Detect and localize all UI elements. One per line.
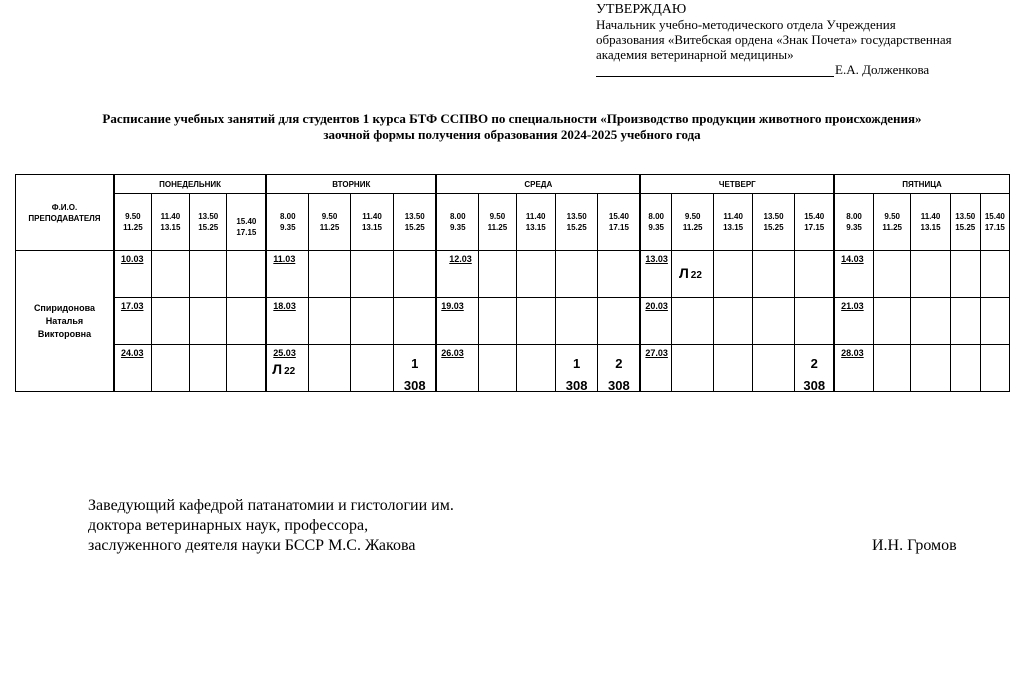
date-label: 19.03 xyxy=(441,301,464,311)
approval-line-2: образования «Витебская ордена «Знак Почета» государственная xyxy=(596,32,952,47)
time-slot: 9.50 11.25 xyxy=(671,194,713,251)
schedule-cell xyxy=(350,345,394,392)
schedule-cell xyxy=(834,251,873,298)
seminar-mark: 1 308 xyxy=(565,356,588,393)
time-slot: 8.00 9.35 xyxy=(266,194,308,251)
schedule-cell xyxy=(980,298,1009,345)
schedule-cell xyxy=(114,345,151,392)
day-header-tuesday: ВТОРНИК xyxy=(266,175,436,194)
schedule-cell xyxy=(266,298,308,345)
schedule-cell xyxy=(555,251,597,298)
schedule-cell xyxy=(598,251,641,298)
seminar-mark: 2 308 xyxy=(608,356,630,393)
schedule-table xyxy=(15,174,1010,392)
date-label: 28.03 xyxy=(841,348,864,358)
schedule-cell xyxy=(436,298,478,345)
schedule-cell xyxy=(671,298,713,345)
times-header-row xyxy=(16,194,1010,251)
schedule-cell xyxy=(640,251,671,298)
schedule-cell xyxy=(190,345,227,392)
date-label: 18.03 xyxy=(273,301,296,311)
schedule-cell xyxy=(309,251,350,298)
schedule-cell xyxy=(227,298,266,345)
footer-line-1: Заведующий кафедрой патанатомии и гистологии им. xyxy=(88,497,454,514)
schedule-cell xyxy=(266,345,308,392)
time-slot: 9.50 11.25 xyxy=(874,194,911,251)
schedule-cell xyxy=(516,251,555,298)
time-slot: 11.40 13.15 xyxy=(911,194,950,251)
lecture-mark: Л 22 xyxy=(272,361,296,377)
time-slot: 13.50 15.25 xyxy=(752,194,794,251)
schedule-cell xyxy=(834,298,873,345)
schedule-cell xyxy=(874,345,911,392)
schedule-cell xyxy=(950,345,980,392)
approval-line-3: академия ветеринарной медицины» xyxy=(596,47,794,62)
time-slot: 8.00 9.35 xyxy=(640,194,671,251)
document-title xyxy=(0,111,1024,143)
schedule-cell xyxy=(950,298,980,345)
schedule-cell xyxy=(640,345,671,392)
schedule-cell xyxy=(671,345,713,392)
time-slot: 8.00 9.35 xyxy=(436,194,478,251)
schedule-cell xyxy=(436,251,478,298)
time-slot: 15.40 17.15 xyxy=(598,194,641,251)
date-label: 26.03 xyxy=(441,348,464,358)
schedule-cell xyxy=(714,251,752,298)
week-row xyxy=(16,345,1010,392)
schedule-cell xyxy=(151,345,189,392)
time-slot: 11.40 13.15 xyxy=(151,194,189,251)
time-slot: 8.00 9.35 xyxy=(834,194,873,251)
schedule-cell xyxy=(795,298,834,345)
time-slot: 9.50 11.25 xyxy=(114,194,151,251)
schedule-cell xyxy=(227,345,266,392)
time-slot: 9.50 11.25 xyxy=(309,194,350,251)
schedule-cell xyxy=(151,251,189,298)
schedule-cell xyxy=(555,345,597,392)
week-row xyxy=(16,251,1010,298)
schedule-cell xyxy=(874,251,911,298)
schedule-cell xyxy=(394,251,437,298)
schedule-cell xyxy=(479,345,516,392)
time-slot: 11.40 13.15 xyxy=(350,194,394,251)
schedule-cell xyxy=(714,345,752,392)
approval-line-1: Начальник учебно-методического отдела Учреждения xyxy=(596,17,896,32)
date-label: 11.03 xyxy=(273,254,296,264)
lecture-mark: Л 22 xyxy=(678,265,702,281)
seminar-mark: 2 308 xyxy=(803,356,826,393)
schedule-cell xyxy=(309,345,350,392)
schedule-cell xyxy=(911,251,950,298)
schedule-cell xyxy=(598,298,641,345)
approval-block xyxy=(596,2,1021,77)
schedule-cell xyxy=(950,251,980,298)
date-label: 20.03 xyxy=(645,301,668,311)
schedule-cell xyxy=(190,251,227,298)
approval-signature-line xyxy=(596,62,1021,77)
schedule-cell xyxy=(436,345,478,392)
approval-signer: Е.А. Долженкова xyxy=(835,62,930,77)
date-label: 24.03 xyxy=(120,348,144,358)
approval-title: УТВЕРЖДАЮ xyxy=(596,2,687,17)
date-label: 25.03 xyxy=(273,348,296,358)
schedule-cell xyxy=(752,345,794,392)
time-slot: 13.50 15.25 xyxy=(394,194,437,251)
days-header-row xyxy=(16,175,1010,194)
footer-line-2: доктора ветеринарных наук, профессора, xyxy=(88,517,369,534)
day-header-monday: ПОНЕДЕЛЬНИК xyxy=(114,175,266,194)
fio-header: Ф.И.О. ПРЕПОДАВАТЕЛЯ xyxy=(16,175,114,251)
schedule-cell xyxy=(394,345,437,392)
schedule-cell xyxy=(598,345,641,392)
schedule-cell xyxy=(555,298,597,345)
day-header-friday: ПЯТНИЦА xyxy=(834,175,1009,194)
time-slot: 15.40 17.15 xyxy=(980,194,1009,251)
schedule-cell xyxy=(266,251,308,298)
time-slot: 13.50 15.25 xyxy=(190,194,227,251)
schedule-cell xyxy=(752,298,794,345)
footer-line-3: заслуженного деятеля науки БССР М.С. Жакова xyxy=(88,537,416,554)
schedule-cell xyxy=(980,251,1009,298)
signature-underline xyxy=(596,63,834,77)
time-slot: 11.40 13.15 xyxy=(516,194,555,251)
schedule-cell xyxy=(350,298,394,345)
schedule-cell xyxy=(114,251,151,298)
schedule-cell xyxy=(911,298,950,345)
schedule-cell xyxy=(190,298,227,345)
schedule-cell xyxy=(516,298,555,345)
schedule-cell xyxy=(640,298,671,345)
time-slot: 9.50 11.25 xyxy=(479,194,516,251)
schedule-cell xyxy=(479,298,516,345)
schedule-cell xyxy=(795,345,834,392)
schedule-cell xyxy=(516,345,555,392)
schedule-cell xyxy=(227,251,266,298)
schedule-cell xyxy=(752,251,794,298)
schedule-cell xyxy=(911,345,950,392)
date-label: 12.03 xyxy=(449,254,472,264)
date-label: 27.03 xyxy=(645,348,668,358)
schedule-cell xyxy=(714,298,752,345)
date-label: 10.03 xyxy=(120,254,144,264)
schedule-cell xyxy=(795,251,834,298)
schedule-cell xyxy=(479,251,516,298)
day-header-thursday: ЧЕТВЕРГ xyxy=(640,175,834,194)
week-row xyxy=(16,298,1010,345)
schedule-cell xyxy=(834,345,873,392)
document-title-line-1: Расписание учебных занятий для студентов 1 курса БТФ ССПВО по специальности «Производство продукции животного происхождения» xyxy=(102,111,922,126)
date-label: 13.03 xyxy=(645,254,668,264)
schedule-cell xyxy=(671,251,713,298)
time-slot: 15.40 17.15 xyxy=(795,194,834,251)
footer-signer: И.Н. Громов xyxy=(872,537,957,554)
schedule-cell xyxy=(874,298,911,345)
schedule-cell xyxy=(114,298,151,345)
document-title-line-2: заочной формы получения образования 2024-2025 учебного года xyxy=(323,127,701,142)
date-label: 14.03 xyxy=(841,254,864,264)
date-label: 21.03 xyxy=(841,301,864,311)
footer-signature-block xyxy=(88,496,988,556)
time-slot: 15.40 17.15 xyxy=(227,194,266,251)
date-label: 17.03 xyxy=(120,301,144,311)
day-header-wednesday: СРЕДА xyxy=(436,175,640,194)
schedule-cell xyxy=(151,298,189,345)
schedule-cell xyxy=(350,251,394,298)
seminar-mark: 1 308 xyxy=(403,356,426,393)
time-slot: 13.50 15.25 xyxy=(555,194,597,251)
time-slot: 13.50 15.25 xyxy=(950,194,980,251)
schedule-cell xyxy=(394,298,437,345)
teacher-name: Спиридонова Наталья Викторовна xyxy=(16,251,114,392)
time-slot: 11.40 13.15 xyxy=(714,194,752,251)
schedule-cell xyxy=(980,345,1009,392)
schedule-cell xyxy=(309,298,350,345)
